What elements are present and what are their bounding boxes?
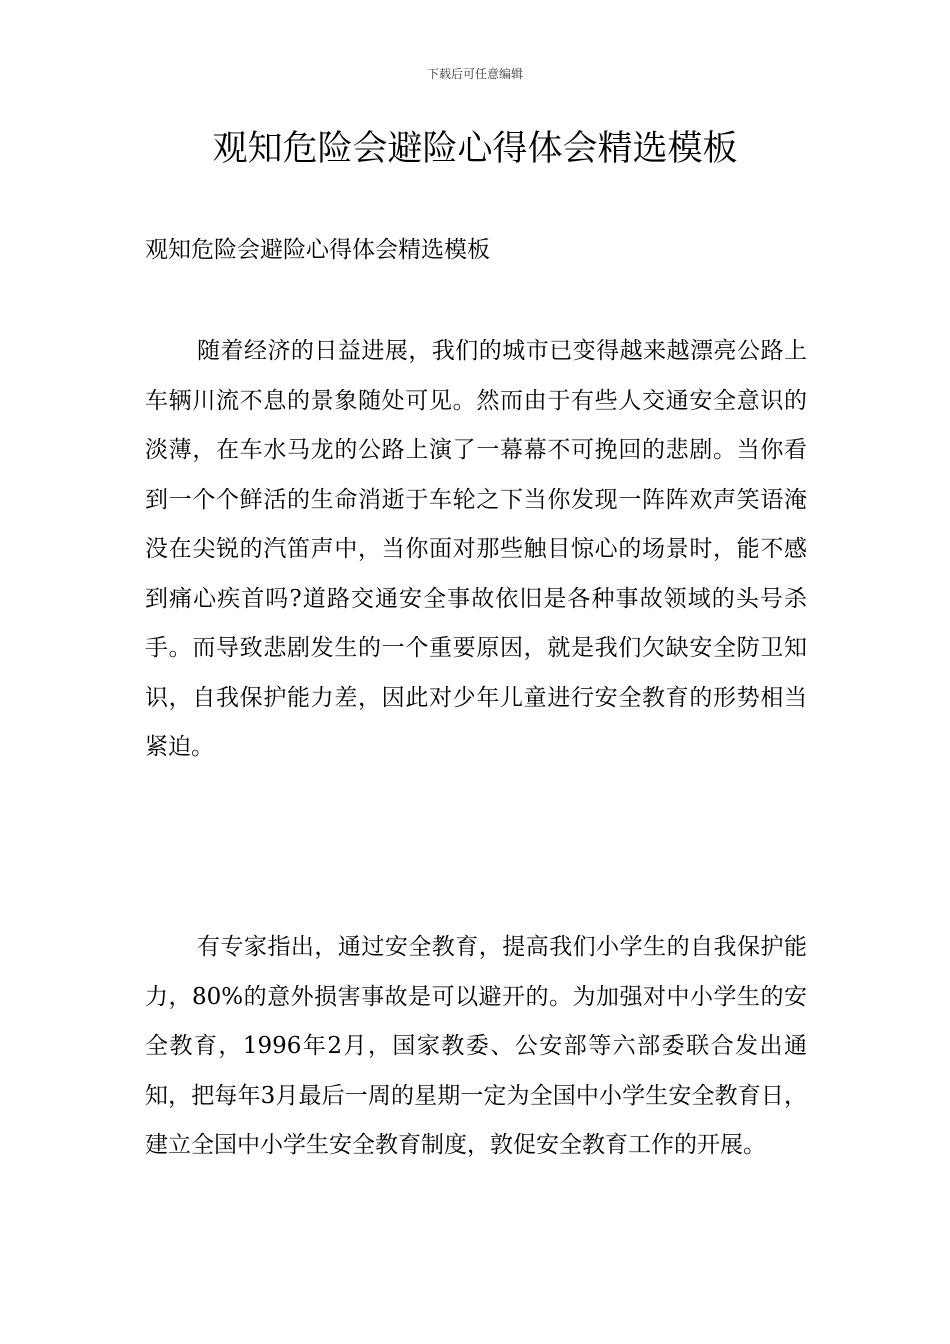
body-paragraph-1: 随着经济的日益进展，我们的城市已变得越来越漂亮公路上车辆川流不息的景象随处可见。然而由于有些人交通安全意识的淡薄，在车水马龙的公路上演了一幕幕不可挽回的悲剧。当你看到一个个鲜活的生命消逝于车轮之下当你发现一阵阵欢声笑语淹没在尖锐的汽笛声中，当你面对那些触目惊心的场景时，能不感到痛心疾首吗?道路交通安全事故依旧是各种事故领域的头号杀手。而导致悲剧发生的一个重要原因，就是我们欠缺安全防卫知识，自我保护能力差，因此对少年儿童进行安全教育的形势相当紧迫。	[145, 338, 807, 760]
header-note: 下载后可任意编辑	[426, 67, 523, 81]
body-paragraph-2: 有专家指出，通过安全教育，提高我们小学生的自我保护能力，80%的意外损害事故是可以避开的。为加强对中小学生的安全教育，1996年2月，国家教委、公安部等六部委联合发出通知，把每年3月最后一周的星期一定为全国中小学生安全教育日，建立全国中小学生安全教育制度，敦促安全教育工作的开展。	[145, 934, 807, 1158]
document-subtitle: 观知危险会避险心得体会精选模板	[145, 237, 490, 263]
document-title: 观知危险会避险心得体会精选模板	[212, 129, 738, 169]
